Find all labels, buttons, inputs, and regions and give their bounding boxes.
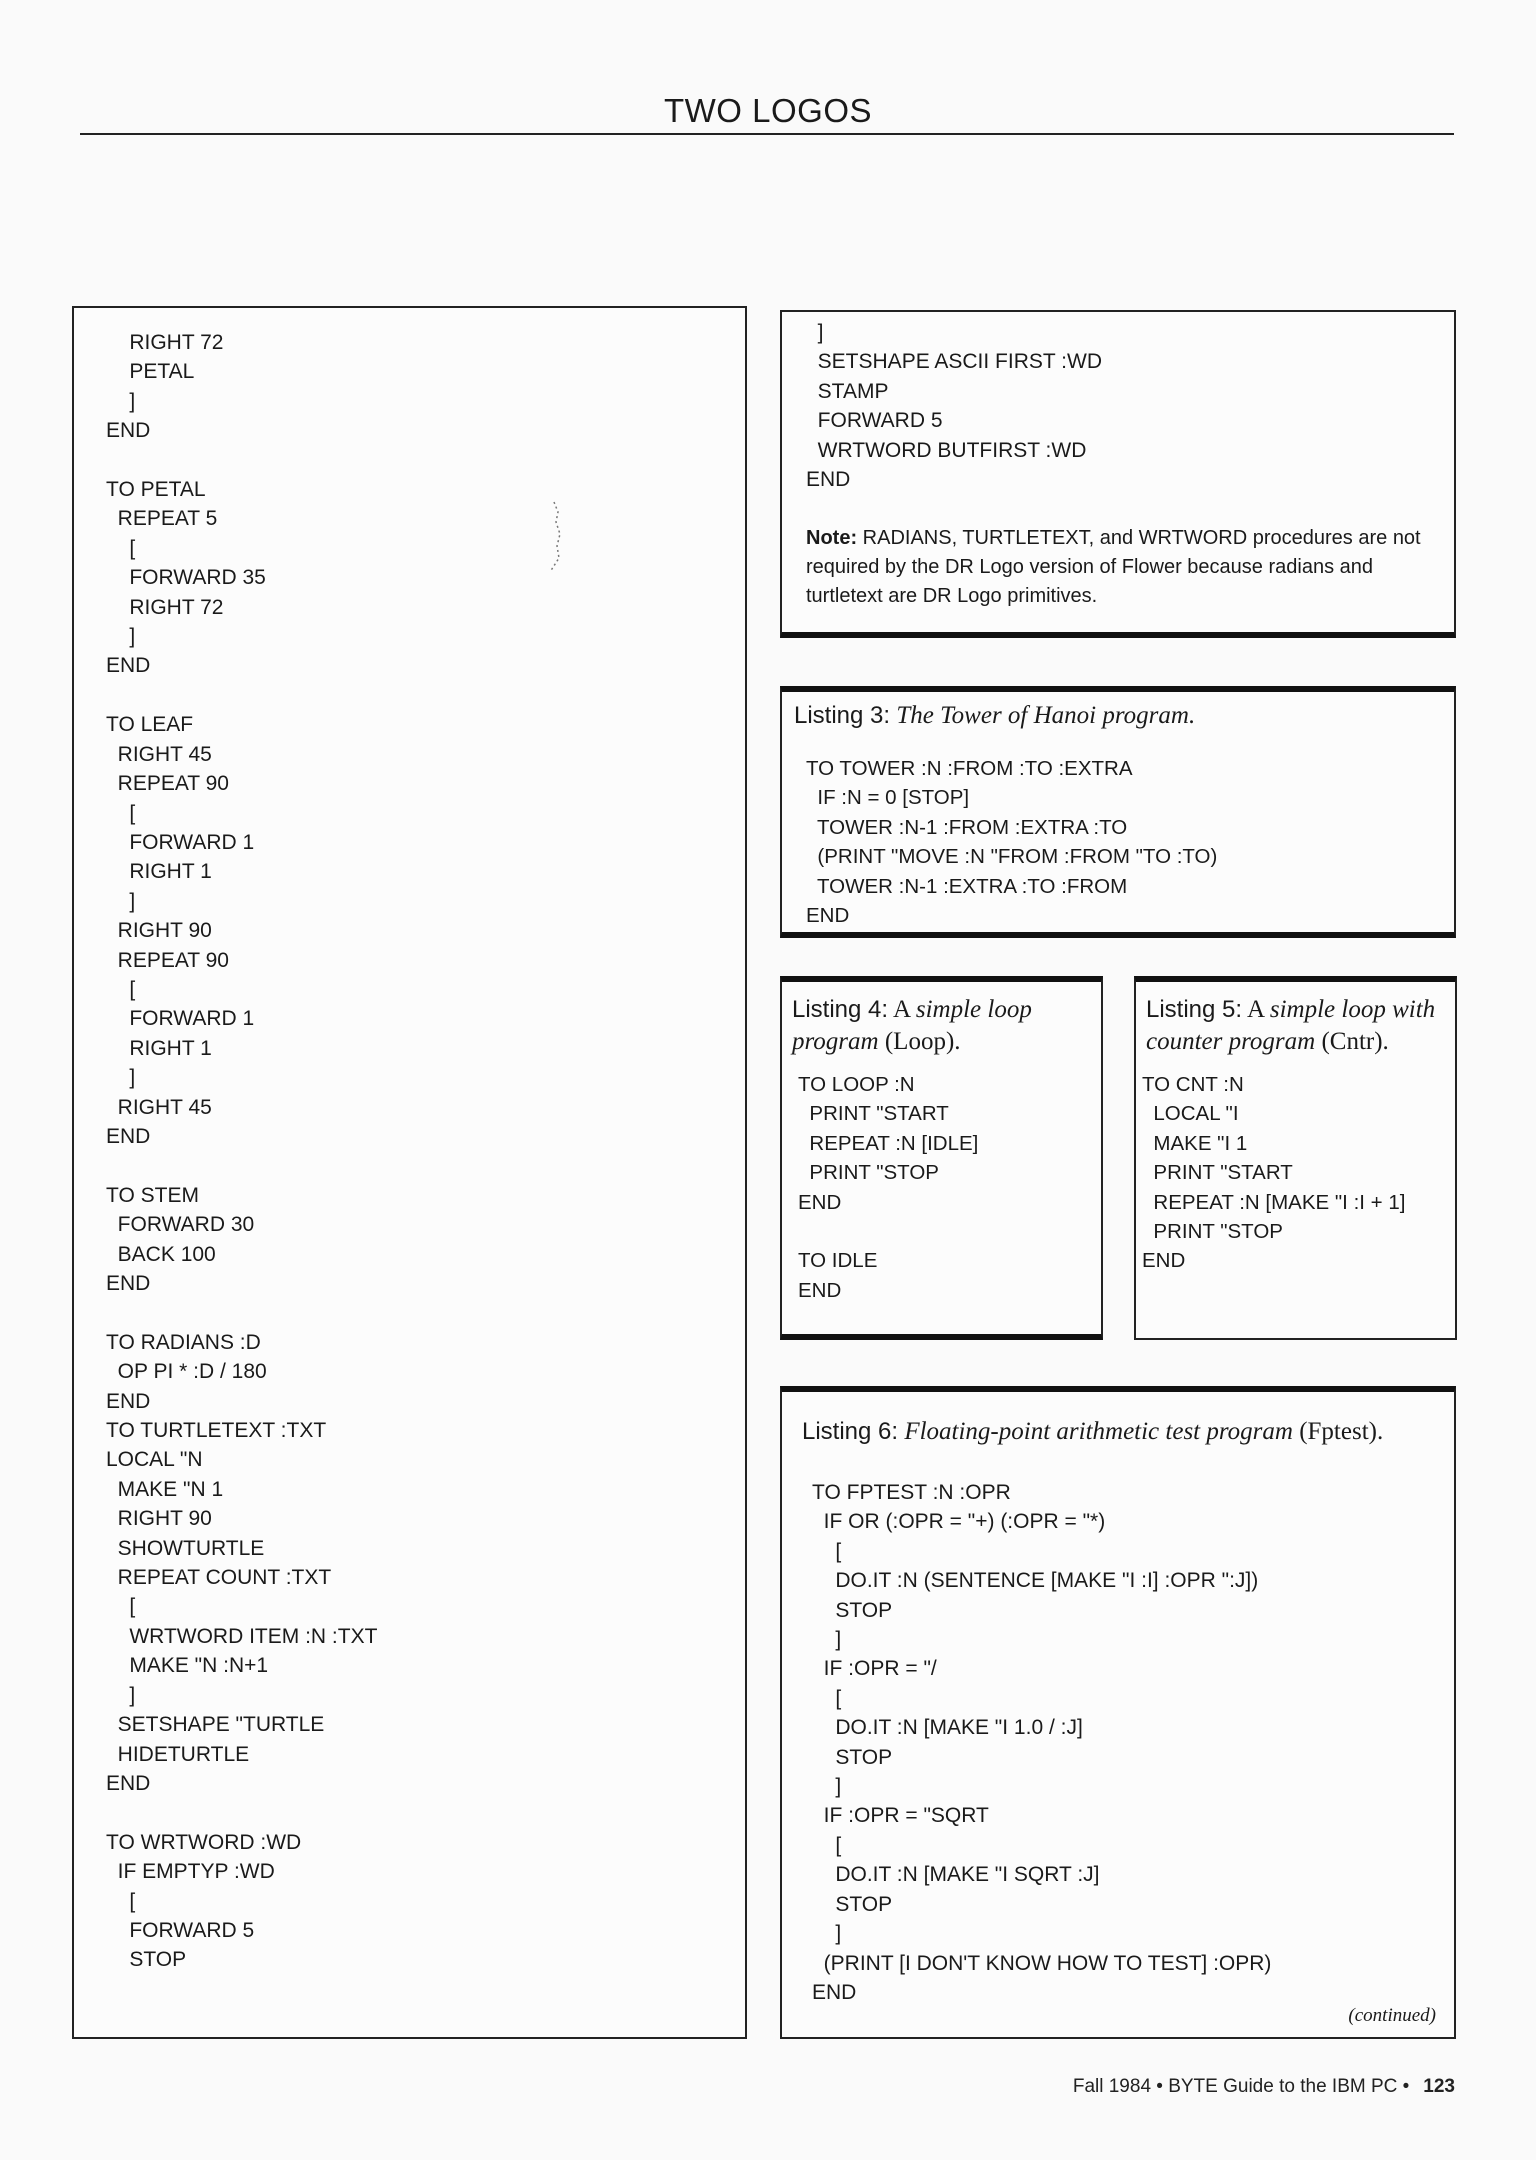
listing-4-title-a: A — [892, 996, 910, 1023]
header-rule — [80, 133, 1454, 135]
listing-4-title-c: (Loop). — [884, 1028, 961, 1055]
listing-6-box — [780, 1386, 1456, 2039]
listing-3-code: TO TOWER :N :FROM :TO :EXTRA IF :N = 0 [STOP] TOWER :N-1 :FROM :EXTRA :TO (PRINT "MOVE :N "FROM :FROM "TO :TO) TOWER :N-1 :EXTRA :TO :FROM END — [806, 757, 1218, 928]
continued-note: (continued) — [1348, 2005, 1436, 2026]
note-label: Note: — [806, 527, 858, 549]
left-listing-code: RIGHT 72 PETAL ] END TO PETAL REPEAT 5 [ FORWARD 35 RIGHT 72 ] END TO LEAF RIGHT 45 REPEAT 90 [ FORWARD 1 RIGHT 1 ] RIGHT 90 REPEAT 90 [ FORWARD 1 RIGHT 1 ] RIGHT 45 END TO STEM FORWARD 30 BACK 100 END TO RADIANS :D OP PI * :D / 180 END TO TURTLETEXT :TXT LOCAL "N MAKE "N 1 RIGHT 90 SHOWTURTLE REPEAT COUNT :TXT [ WRTWORD ITEM :N :TXT MAKE "N :N+1 ] SETSHAPE "TURTLE HIDETURTLE END TO WRTWORD :WD IF EMPTYP :WD [ FORWARD 5 STOP — [106, 331, 378, 1972]
continuation-box — [780, 310, 1456, 638]
listing-3-caption — [794, 700, 1195, 732]
page-footer — [1000, 2076, 1455, 2098]
listing-5-code: TO CNT :N LOCAL "I MAKE "I 1 PRINT "START REPEAT :N [MAKE "I :I + 1] PRINT "STOP END — [1142, 1073, 1406, 1273]
listing-4-code: TO LOOP :N PRINT "START REPEAT :N [IDLE] PRINT "STOP END TO IDLE END — [798, 1073, 979, 1302]
listing-4-caption — [792, 994, 1097, 1058]
listing-5-caption — [1146, 994, 1451, 1058]
listing-6-title-b: Floating-point arithmetic test program — [904, 1418, 1293, 1445]
left-listing-box — [72, 306, 747, 2039]
listing-3-label: Listing 3: — [794, 702, 891, 729]
note-text: RADIANS, TURTLETEXT, and WRTWORD procedures are not required by the DR Logo version of Flower because radians and turtletext are DR Logo primitives. — [806, 527, 1421, 607]
listing-5-title-c: (Cntr). — [1321, 1028, 1389, 1055]
listing-6-caption — [802, 1416, 1383, 1448]
page-header-title: TWO LOGOS — [663, 92, 872, 129]
footer-publication: Fall 1984 • BYTE Guide to the IBM PC • — [1072, 2076, 1410, 2097]
listing-6-code: TO FPTEST :N :OPR IF OR (:OPR = "+) (:OPR = "*) [ DO.IT :N (SENTENCE [MAKE "I :I] :OPR ":J]) STOP ] IF :OPR = "/ [ DO.IT :N [MAKE "I 1.0 / :J] STOP ] IF :OPR = "SQRT [ DO.IT :N [MAKE "I SQRT :J] STOP ] (PRINT [I DON'T KNOW HOW TO TEST] :OPR) END — [812, 1481, 1272, 2004]
listing-5-title-b: simple loop with counter program — [1146, 996, 1436, 1055]
pencil-scribble-mark — [540, 500, 570, 580]
page-number: 123 — [1423, 2076, 1455, 2097]
listing-5-box — [1134, 976, 1457, 1340]
listing-4-box — [780, 976, 1103, 1340]
listing-4-title-b: simple loop program — [792, 996, 1032, 1055]
listing-5-title-a: A — [1246, 996, 1264, 1023]
note-paragraph — [806, 524, 1432, 611]
continuation-code: ] SETSHAPE ASCII FIRST :WD STAMP FORWARD 5 WRTWORD BUTFIRST :WD END — [806, 321, 1102, 492]
listing-6-title-c: (Fptest). — [1299, 1418, 1384, 1445]
listing-5-label: Listing 5: — [1146, 996, 1243, 1023]
listing-6-label: Listing 6: — [802, 1418, 899, 1445]
listing-3-title: The Tower of Hanoi program. — [896, 702, 1196, 729]
listing-3-box — [780, 686, 1456, 938]
listing-4-label: Listing 4: — [792, 996, 889, 1023]
